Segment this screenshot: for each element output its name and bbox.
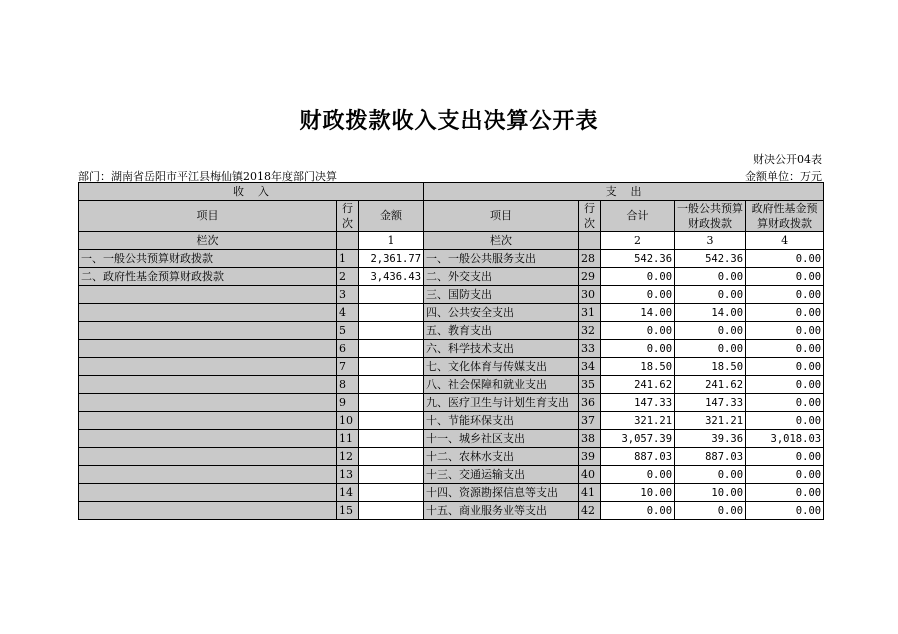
total-amount-cell: 0.00 [601,286,675,304]
finance-table [78,182,824,520]
income-item-cell [79,412,337,430]
gov-fund-amount-cell: 0.00 [746,322,824,340]
index-income-row-no [337,232,359,250]
table-row [79,322,824,340]
expense-row-no-cell: 39 [579,448,601,466]
income-item-cell [79,322,337,340]
gov-fund-amount-cell: 0.00 [746,340,824,358]
expense-item-cell: 十一、城乡社区支出 [424,430,579,448]
income-amount-cell [359,286,424,304]
expense-row-no-cell: 32 [579,322,601,340]
col-income-item: 项目 [79,201,337,232]
income-amount-cell [359,322,424,340]
gov-fund-amount-cell: 0.00 [746,412,824,430]
income-amount-cell [359,430,424,448]
expense-item-cell: 十五、商业服务业等支出 [424,502,579,520]
expense-item-cell: 八、社会保障和就业支出 [424,376,579,394]
general-budget-amount-cell: 321.21 [675,412,746,430]
income-row-no-cell: 14 [337,484,359,502]
income-row-no-cell: 11 [337,430,359,448]
expense-section-header: 支 出 [424,183,824,201]
general-budget-amount-cell: 0.00 [675,502,746,520]
general-budget-amount-cell: 39.36 [675,430,746,448]
general-budget-amount-cell: 14.00 [675,304,746,322]
expense-item-cell: 九、医疗卫生与计划生育支出 [424,394,579,412]
total-amount-cell: 147.33 [601,394,675,412]
total-amount-cell: 542.36 [601,250,675,268]
income-row-no-cell: 5 [337,322,359,340]
income-row-no-cell: 3 [337,286,359,304]
income-amount-cell: 3,436.43 [359,268,424,286]
gov-fund-amount-cell: 0.00 [746,268,824,286]
index-total: 2 [601,232,675,250]
table-row [79,412,824,430]
gov-fund-amount-cell: 0.00 [746,286,824,304]
income-amount-cell [359,340,424,358]
col-general-budget: 一般公共预算财政拨款 [675,201,746,232]
table-row [79,250,824,268]
expense-row-no-cell: 34 [579,358,601,376]
expense-row-no-cell: 38 [579,430,601,448]
income-item-cell [79,430,337,448]
income-row-no-cell: 8 [337,376,359,394]
general-budget-amount-cell: 0.00 [675,268,746,286]
income-amount-cell [359,394,424,412]
expense-row-no-cell: 31 [579,304,601,322]
income-item-cell [79,484,337,502]
column-index-row [79,232,824,250]
gov-fund-amount-cell: 0.00 [746,394,824,412]
income-row-no-cell: 1 [337,250,359,268]
expense-item-cell: 十三、交通运输支出 [424,466,579,484]
expense-row-no-cell: 29 [579,268,601,286]
total-amount-cell: 0.00 [601,322,675,340]
income-item-cell: 二、政府性基金预算财政拨款 [79,268,337,286]
col-income-row-no: 行次 [337,201,359,232]
form-code: 财决公开04表 [753,153,822,166]
expense-item-cell: 六、科学技术支出 [424,340,579,358]
total-amount-cell: 0.00 [601,268,675,286]
general-budget-amount-cell: 0.00 [675,340,746,358]
expense-row-no-cell: 33 [579,340,601,358]
gov-fund-amount-cell: 0.00 [746,502,824,520]
general-budget-amount-cell: 241.62 [675,376,746,394]
expense-item-cell: 一、一般公共服务支出 [424,250,579,268]
income-amount-cell [359,304,424,322]
gov-fund-amount-cell: 0.00 [746,448,824,466]
amount-unit: 金额单位：万元 [745,170,822,183]
column-header-row [79,201,824,232]
gov-fund-amount-cell: 0.00 [746,250,824,268]
table-row [79,502,824,520]
expense-item-cell: 四、公共安全支出 [424,304,579,322]
table-row [79,268,824,286]
general-budget-amount-cell: 0.00 [675,286,746,304]
col-income-amount: 金额 [359,201,424,232]
income-item-cell [79,376,337,394]
general-budget-amount-cell: 0.00 [675,322,746,340]
income-amount-cell: 2,361.77 [359,250,424,268]
department-label: 部门：湖南省岳阳市平江县梅仙镇2018年度部门决算 [78,170,337,183]
income-amount-cell [359,466,424,484]
table-row [79,304,824,322]
gov-fund-amount-cell: 0.00 [746,304,824,322]
col-expense-row-no: 行次 [579,201,601,232]
income-row-no-cell: 2 [337,268,359,286]
index-general-budget: 3 [675,232,746,250]
income-item-cell [79,358,337,376]
expense-item-cell: 十、节能环保支出 [424,412,579,430]
table-row [79,430,824,448]
table-row [79,340,824,358]
income-row-no-cell: 12 [337,448,359,466]
income-item-cell [79,286,337,304]
col-gov-fund: 政府性基金预算财政拨款 [746,201,824,232]
total-amount-cell: 887.03 [601,448,675,466]
income-item-cell [79,466,337,484]
table-row [79,466,824,484]
income-amount-cell [359,484,424,502]
general-budget-amount-cell: 542.36 [675,250,746,268]
expense-row-no-cell: 28 [579,250,601,268]
gov-fund-amount-cell: 0.00 [746,466,824,484]
table-row [79,448,824,466]
income-item-cell: 一、一般公共预算财政拨款 [79,250,337,268]
income-item-cell [79,340,337,358]
expense-row-no-cell: 37 [579,412,601,430]
income-row-no-cell: 6 [337,340,359,358]
income-item-cell [79,448,337,466]
expense-row-no-cell: 41 [579,484,601,502]
income-row-no-cell: 10 [337,412,359,430]
total-amount-cell: 3,057.39 [601,430,675,448]
expense-item-cell: 七、文化体育与传媒支出 [424,358,579,376]
total-amount-cell: 0.00 [601,502,675,520]
general-budget-amount-cell: 147.33 [675,394,746,412]
section-header-row [79,183,824,201]
gov-fund-amount-cell: 0.00 [746,484,824,502]
income-amount-cell [359,412,424,430]
col-expense-item: 项目 [424,201,579,232]
total-amount-cell: 0.00 [601,466,675,484]
income-amount-cell [359,376,424,394]
expense-item-cell: 十二、农林水支出 [424,448,579,466]
income-item-cell [79,502,337,520]
gov-fund-amount-cell: 0.00 [746,358,824,376]
index-expense-row-no [579,232,601,250]
report-title: 财政拨款收入支出决算公开表 [299,108,599,134]
general-budget-amount-cell: 0.00 [675,466,746,484]
table-row [79,394,824,412]
general-budget-amount-cell: 10.00 [675,484,746,502]
table-row [79,358,824,376]
income-section-header: 收 入 [79,183,424,201]
income-row-no-cell: 4 [337,304,359,322]
gov-fund-amount-cell: 3,018.03 [746,430,824,448]
expense-item-cell: 三、国防支出 [424,286,579,304]
index-expense-label: 栏次 [424,232,579,250]
income-item-cell [79,394,337,412]
expense-row-no-cell: 30 [579,286,601,304]
income-row-no-cell: 7 [337,358,359,376]
income-item-cell [79,304,337,322]
gov-fund-amount-cell: 0.00 [746,376,824,394]
table-row [79,286,824,304]
general-budget-amount-cell: 18.50 [675,358,746,376]
total-amount-cell: 18.50 [601,358,675,376]
index-income-amount: 1 [359,232,424,250]
income-amount-cell [359,448,424,466]
total-amount-cell: 321.21 [601,412,675,430]
expense-item-cell: 十四、资源勘探信息等支出 [424,484,579,502]
col-total: 合计 [601,201,675,232]
income-amount-cell [359,502,424,520]
index-gov-fund: 4 [746,232,824,250]
expense-item-cell: 五、教育支出 [424,322,579,340]
income-row-no-cell: 15 [337,502,359,520]
expense-row-no-cell: 35 [579,376,601,394]
expense-row-no-cell: 42 [579,502,601,520]
income-row-no-cell: 9 [337,394,359,412]
income-row-no-cell: 13 [337,466,359,484]
expense-row-no-cell: 36 [579,394,601,412]
table-row [79,484,824,502]
expense-row-no-cell: 40 [579,466,601,484]
income-amount-cell [359,358,424,376]
total-amount-cell: 0.00 [601,340,675,358]
total-amount-cell: 241.62 [601,376,675,394]
table-row [79,376,824,394]
index-income-label: 栏次 [79,232,337,250]
expense-item-cell: 二、外交支出 [424,268,579,286]
general-budget-amount-cell: 887.03 [675,448,746,466]
total-amount-cell: 14.00 [601,304,675,322]
total-amount-cell: 10.00 [601,484,675,502]
